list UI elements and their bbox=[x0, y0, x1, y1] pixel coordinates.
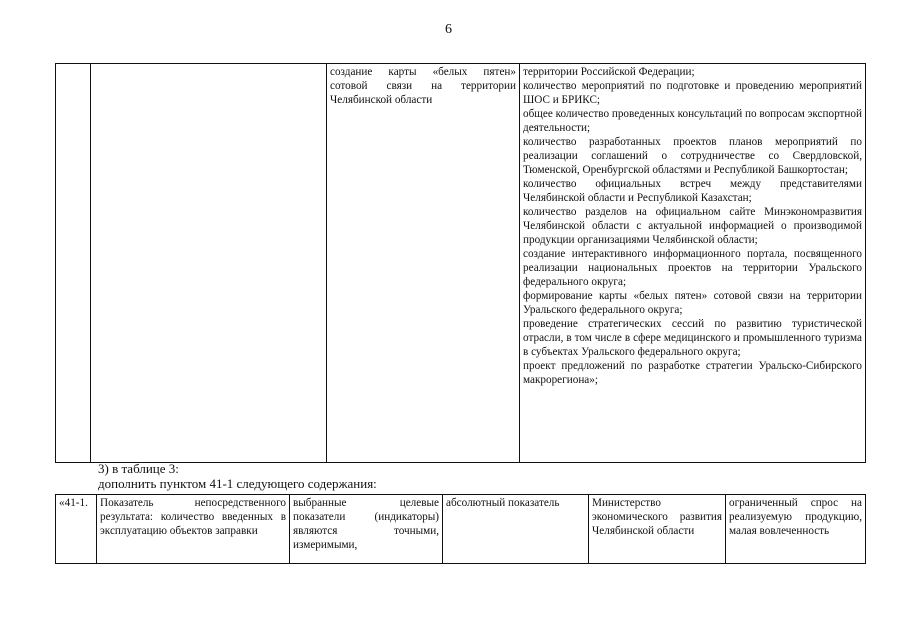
page-number: 6 bbox=[445, 22, 452, 37]
table-row bbox=[56, 64, 866, 463]
item-number: «41-1. bbox=[56, 495, 97, 564]
result-item: общее количество проведенных консультаций по вопросам экспортной деятельности; bbox=[523, 108, 862, 134]
result-item: количество официальных встреч между представителями Челябинской области и Республикой Казахстан; bbox=[523, 178, 862, 204]
table-cell-number bbox=[56, 64, 91, 463]
result-item: количество разработанных проектов планов мероприятий по реализации соглашений о сотрудничестве со Свердловской, Тюменской, Оренбургской областями и Республикой Башкортостан; bbox=[523, 136, 862, 176]
paragraph-table-3: 3) в таблице 3: bbox=[98, 461, 179, 476]
new-item-table bbox=[55, 494, 866, 564]
table-row bbox=[56, 495, 866, 564]
table-cell-results bbox=[520, 64, 866, 463]
result-item: создание интерактивного информационного портала, посвященного реализации национальных проектов на территории Уральского федерального округа; bbox=[523, 248, 862, 288]
target-indicators-cell: выбранные целевые показатели (индикаторы) являются точными, измеримыми, bbox=[290, 495, 443, 564]
table-cell-event bbox=[327, 64, 520, 463]
event-text: создание карты «белых пятен» сотовой связи на территории Челябинской области bbox=[330, 66, 516, 106]
result-item: количество мероприятий по подготовке и проведению мероприятий ШОС и БРИКС; bbox=[523, 80, 862, 106]
paragraph-add-item: дополнить пунктом 41-1 следующего содержания: bbox=[98, 476, 377, 491]
indicator-type-cell: абсолютный показатель bbox=[443, 495, 589, 564]
responsible-cell: Министерство экономического развития Челябинской области bbox=[589, 495, 726, 564]
result-item: количество разделов на официальном сайте Минэкономразвития Челябинской области с актуальной информацией о производимой продукции организациями Челябинской области; bbox=[523, 206, 862, 246]
table-cell-indicator bbox=[91, 64, 327, 463]
result-item: формирование карты «белых пятен» сотовой связи на территории Уральского федерального округа; bbox=[523, 290, 862, 316]
indicator-cell: Показатель непосредственного результата: количество введенных в эксплуатацию объектов заправки bbox=[97, 495, 290, 564]
result-item: территории Российской Федерации; bbox=[523, 66, 695, 78]
result-item: проведение стратегических сессий по развитию туристической отрасли, в том числе в сфере медицинского и промышленного туризма в субъектах Уральского федерального округа; bbox=[523, 318, 862, 358]
result-item: проект предложений по разработке стратегии Уральско-Сибирского макрорегиона»; bbox=[523, 360, 862, 386]
risks-cell: ограниченный спрос на реализуемую продукцию, малая вовлеченность bbox=[726, 495, 866, 564]
continuation-table bbox=[55, 63, 866, 463]
